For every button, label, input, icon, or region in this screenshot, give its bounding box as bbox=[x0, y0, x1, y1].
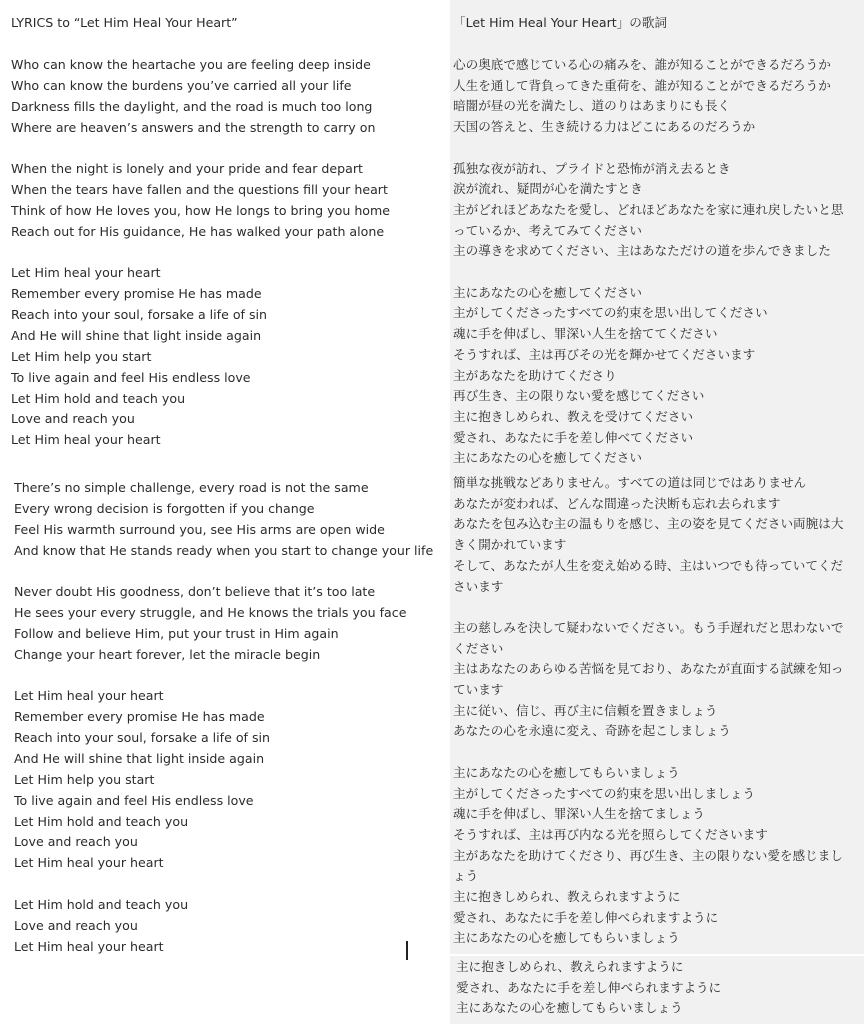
lyric-line: 暗闇が昼の光を満たし、道のりはあまりにも長く bbox=[453, 98, 731, 114]
lyric-line: Reach into your soul, forsake a life of sin bbox=[11, 307, 268, 323]
lyric-line: 簡単な挑戦などありません。すべての道は同じではありません bbox=[453, 475, 807, 490]
stanza-gap bbox=[11, 243, 431, 264]
lyric-line: Love and reach you bbox=[11, 411, 135, 427]
japanese-lyrics-part-1 bbox=[453, 13, 853, 469]
lyric-line: そして、あなたが人生を変え始める時、主はいつでも待っていてくださいます bbox=[453, 557, 844, 594]
lyric-line: Never doubt His goodness, don’t believe that it’s too late bbox=[14, 584, 376, 600]
lyric-line: Who can know the heartache you are feeling deep inside bbox=[11, 57, 371, 72]
lyric-line: He sees your every struggle, and He knows the trials you face bbox=[14, 605, 407, 621]
lyric-line: Remember every promise He has made bbox=[14, 709, 265, 725]
lyric-line: 主がしてくださったすべての約束を思い出してください bbox=[453, 305, 768, 321]
lyric-line: There’s no simple challenge, every road is not the same bbox=[14, 480, 369, 495]
lyric-line: 主があなたを助けてくださり bbox=[453, 367, 617, 383]
lyric-line: Where are heaven’s answers and the strength to carry on bbox=[11, 119, 376, 135]
stanza-gap bbox=[11, 138, 431, 159]
lyric-line: Let Him hold and teach you bbox=[11, 390, 186, 406]
lyric-line: Reach out for His guidance, He has walked your path alone bbox=[11, 223, 385, 239]
lyric-line: あなたが変われば、どんな間違った決断も忘れ去られます bbox=[453, 495, 781, 511]
lyric-line: 主にあなたの心を癒してください bbox=[453, 284, 642, 300]
lyric-line: When the night is lonely and your pride and fear depart bbox=[11, 161, 363, 177]
lyric-line: Let Him help you start bbox=[11, 348, 152, 364]
lyric-line: 主にあなたの心を癒してもらいましょう bbox=[453, 764, 680, 780]
lyric-line: 主はあなたのあらゆる苦悩を見ており、あなたが直面する試練を知っています bbox=[453, 661, 844, 698]
lyric-line: Change your heart forever, let the miracle begin bbox=[14, 646, 321, 662]
lyric-line: And He will shine that light inside again bbox=[11, 327, 262, 343]
lyric-line: Let Him hold and teach you bbox=[14, 813, 189, 829]
lyric-line: 再び生き、主の限りない愛を感じてください bbox=[453, 388, 705, 404]
lyric-line: When the tears have fallen and the questions fill your heart bbox=[11, 182, 388, 198]
lyric-line: Let Him heal your heart bbox=[14, 938, 164, 954]
lyric-line: 孤独な夜が訪れ、プライドと恐怖が消え去るとき bbox=[453, 160, 731, 176]
lyric-line: そうすれば、主は再びその光を輝かせてくださいます bbox=[453, 346, 756, 362]
lyric-line: 人生を通して背負ってきた重荷を、誰が知ることができるだろうか bbox=[453, 77, 831, 93]
lyric-line: Think of how He loves you, how He longs to bring you home bbox=[11, 202, 391, 218]
lyric-line: そうすれば、主は再び内なる光を照らしてくださいます bbox=[453, 826, 768, 842]
lyric-line: 主にあなたの心を癒してもらいましょう bbox=[456, 1000, 683, 1016]
lyric-line: Darkness fills the daylight, and the road is much too long bbox=[11, 98, 373, 114]
lyric-line: 主がどれほどあなたを愛し、どれほどあなたを家に連れ戻したいと思っているか、考えてみてください bbox=[453, 201, 844, 238]
lyric-line: 愛され、あなたに手を差し伸べられますように bbox=[456, 979, 722, 995]
lyric-line: 主の導きを求めてください、主はあなただけの道を歩んできました bbox=[453, 243, 831, 259]
lyric-line: 主にあなたの心を癒してください bbox=[453, 450, 642, 466]
lyric-line: Love and reach you bbox=[14, 834, 138, 850]
lyric-line: 愛され、あなたに手を差し伸べてください bbox=[453, 429, 694, 445]
japanese-lyrics-part-2 bbox=[453, 473, 853, 949]
lyric-line: Love and reach you bbox=[14, 917, 138, 933]
lyric-line: Feel His warmth surround you, see His arms are open wide bbox=[14, 521, 385, 537]
lyric-line: 天国の答えと、生き続ける力はどこにあるのだろうか bbox=[453, 119, 756, 135]
lyric-line: 涙が流れ、疑問が心を満たすとき bbox=[453, 181, 643, 197]
lyric-line: 主に抱きしめられ、教えられますように bbox=[456, 959, 684, 974]
lyric-line: Reach into your soul, forsake a life of sin bbox=[14, 730, 271, 746]
lyric-line: 主にあなたの心を癒してもらいましょう bbox=[453, 930, 680, 946]
lyric-line: Every wrong decision is forgotten if you change bbox=[14, 500, 315, 516]
stanza-gap bbox=[14, 561, 434, 582]
lyric-line: Let Him help you start bbox=[14, 771, 155, 787]
lyric-line: Remember every promise He has made bbox=[11, 286, 262, 302]
lyric-line: Let Him heal your heart bbox=[14, 688, 164, 704]
lyric-line: 魂に手を伸ばし、罪深い人生を捨ててください bbox=[453, 326, 718, 342]
lyric-line: 主がしてくださったすべての約束を思い出しましょう bbox=[453, 785, 755, 801]
lyric-line: 主があなたを助けてくださり、再び生き、主の限りない愛を感じましょう bbox=[453, 847, 843, 884]
lyric-line: あなたを包み込む主の温もりを感じ、主の姿を見てください両腕は大きく開かれています bbox=[453, 516, 844, 553]
lyric-line: To live again and feel His endless love bbox=[14, 792, 254, 808]
lyric-line: あなたの心を永遠に変え、奇跡を起こしましょう bbox=[453, 723, 731, 739]
lyric-line: 心の奥底で感じている心の痛みを、誰が知ることができるだろうか bbox=[453, 57, 831, 72]
lyric-line: 主に抱きしめられ、教えられますように bbox=[453, 889, 681, 905]
lyric-line: 主に抱きしめられ、教えを受けてください bbox=[453, 408, 694, 424]
japanese-title: 「Let Him Heal Your Heart」の歌詞 bbox=[453, 15, 668, 30]
lyric-line: And know that He stands ready when you start to change your life bbox=[14, 542, 434, 558]
japanese-lyrics-part-3 bbox=[456, 957, 856, 1019]
lyric-line: 主に従い、信じ、再び主に信頼を置きましょう bbox=[453, 702, 718, 718]
stanza-gap bbox=[453, 742, 853, 763]
lyric-line: Let Him heal your heart bbox=[11, 432, 161, 448]
stanza-gap bbox=[14, 874, 434, 895]
english-title: LYRICS to “Let Him Heal Your Heart” bbox=[11, 15, 238, 30]
lyric-line: 主の慈しみを決して疑わないでください。もう手遅れだと思わないでください bbox=[453, 619, 844, 656]
lyric-line: 愛され、あなたに手を差し伸べられますように bbox=[453, 909, 719, 925]
stanza-gap bbox=[453, 262, 853, 283]
lyric-line: Follow and believe Him, put your trust in Him again bbox=[14, 625, 339, 641]
stanza-gap bbox=[453, 138, 853, 159]
lyric-line: Let Him heal your heart bbox=[11, 265, 161, 281]
lyric-line: And He will shine that light inside again bbox=[14, 750, 265, 766]
lyric-line: 魂に手を伸ばし、罪深い人生を捨てましょう bbox=[453, 806, 705, 822]
lyric-line: Let Him hold and teach you bbox=[14, 896, 189, 912]
english-lyrics-part-1 bbox=[11, 13, 431, 451]
lyric-line: Who can know the burdens you’ve carried all your life bbox=[11, 77, 352, 93]
text-cursor bbox=[406, 941, 408, 960]
lyric-line: To live again and feel His endless love bbox=[11, 369, 251, 385]
english-lyrics-part-2 bbox=[14, 478, 434, 957]
stanza-gap bbox=[453, 597, 853, 618]
lyric-line: Let Him heal your heart bbox=[14, 855, 164, 871]
stanza-gap bbox=[14, 666, 434, 687]
